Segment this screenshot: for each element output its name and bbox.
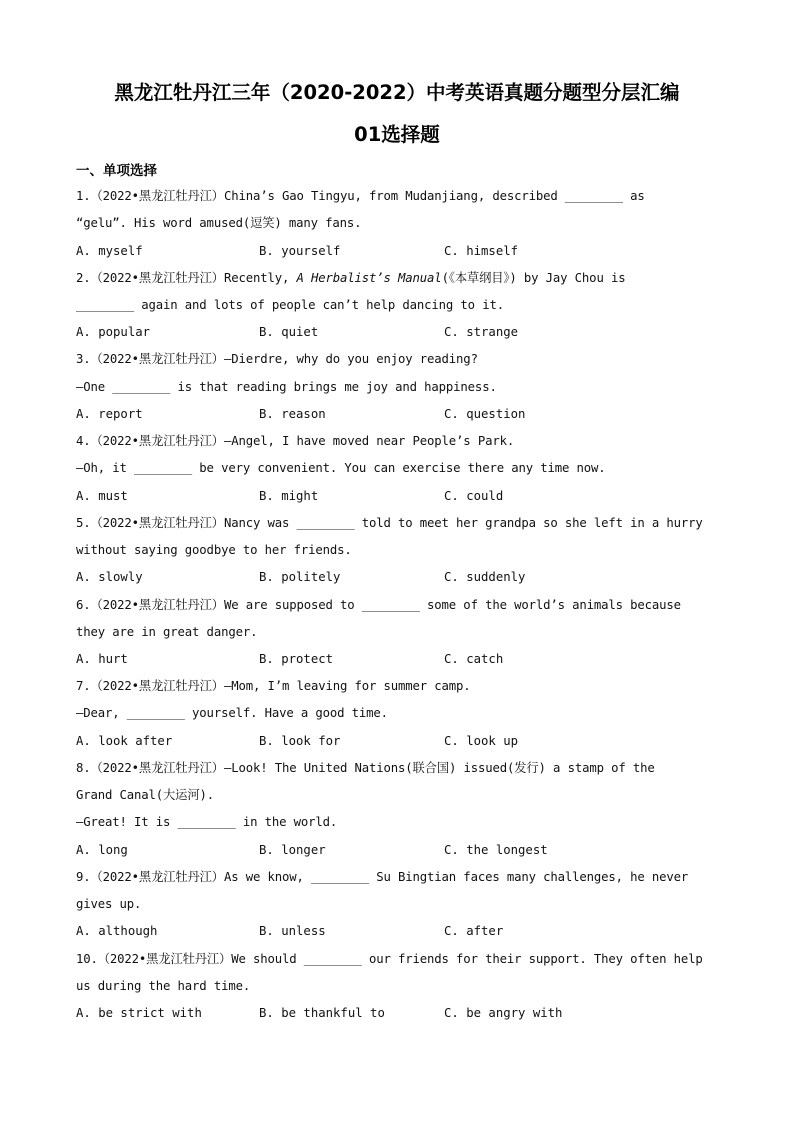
question-10-line-2: us during the hard time. xyxy=(76,979,251,993)
section-heading: 一、单项选择 xyxy=(76,163,157,179)
question-6-line-2: they are in great danger. xyxy=(76,625,258,639)
question-1-line-2: “gelu”. His word amused(逗笑) many fans. xyxy=(76,216,362,230)
question-9-option-c: C. after xyxy=(444,924,504,938)
question-2-option-c: C. strange xyxy=(444,325,519,339)
question-3-line-2: —One ________ is that reading brings me joy and happiness. xyxy=(76,380,497,394)
question-10-option-c: C. be angry with xyxy=(444,1006,563,1020)
question-6-option-c: C. catch xyxy=(444,652,504,666)
question-7-option-b: B. look for xyxy=(259,734,341,748)
document-subtitle: 01选择题 xyxy=(354,123,440,146)
question-5-line-1: 5.（2022•黑龙江牡丹江）Nancy was ________ told to meet her grandpa so she left in a hurry xyxy=(76,516,703,530)
question-8-line-2: Grand Canal(大运河). xyxy=(76,788,214,802)
question-4-option-b: B. might xyxy=(259,489,319,503)
question-2-suffix: (《本草纲目》) by Jay Chou is xyxy=(441,271,626,285)
question-8-line-3: —Great! It is ________ in the world. xyxy=(76,815,338,829)
question-4-line-2: —Oh, it ________ be very convenient. You can exercise there any time now. xyxy=(76,461,606,475)
question-2-line-1 xyxy=(76,270,625,286)
question-8-line-1: 8.（2022•黑龙江牡丹江）—Look! The United Nations(联合国) issued(发行) a stamp of the xyxy=(76,761,655,775)
question-5-option-b: B. politely xyxy=(259,570,341,584)
question-2-line-2: ________ again and lots of people can’t help dancing to it. xyxy=(76,298,504,312)
question-2-option-a: A. popular xyxy=(76,325,151,339)
question-4-line-1: 4.（2022•黑龙江牡丹江）—Angel, I have moved near People’s Park. xyxy=(76,434,515,448)
question-1-line-1: 1.（2022•黑龙江牡丹江）China’s Gao Tingyu, from Mudanjiang, described ________ as xyxy=(76,189,645,203)
question-8-option-b: B. longer xyxy=(259,843,326,857)
question-3-line-1: 3.（2022•黑龙江牡丹江）—Dierdre, why do you enjoy reading? xyxy=(76,352,478,366)
question-5-option-c: C. suddenly xyxy=(444,570,526,584)
document-title: 黑龙江牡丹江三年（2020-2022）中考英语真题分题型分层汇编 xyxy=(114,81,680,104)
question-9-line-1: 9.（2022•黑龙江牡丹江）As we know, ________ Su Bingtian faces many challenges, he never xyxy=(76,870,689,884)
question-2-song-title: A Herbalist’s Manual xyxy=(296,271,442,285)
question-1-option-a: A. myself xyxy=(76,244,143,258)
question-5-option-a: A. slowly xyxy=(76,570,143,584)
question-7-option-c: C. look up xyxy=(444,734,519,748)
question-6-option-b: B. protect xyxy=(259,652,334,666)
question-6-option-a: A. hurt xyxy=(76,652,128,666)
question-8-option-c: C. the longest xyxy=(444,843,548,857)
question-1-option-b: B. yourself xyxy=(259,244,341,258)
question-7-line-1: 7.（2022•黑龙江牡丹江）—Mom, I’m leaving for summer camp. xyxy=(76,679,471,693)
question-3-option-b: B. reason xyxy=(259,407,326,421)
question-8-option-a: A. long xyxy=(76,843,128,857)
question-7-line-2: —Dear, ________ yourself. Have a good time. xyxy=(76,706,388,720)
question-3-option-c: C. question xyxy=(444,407,526,421)
question-9-option-b: B. unless xyxy=(259,924,326,938)
question-9-line-2: gives up. xyxy=(76,897,142,911)
question-3-option-a: A. report xyxy=(76,407,143,421)
question-10-option-a: A. be strict with xyxy=(76,1006,202,1020)
question-2-prefix: 2.（2022•黑龙江牡丹江）Recently, xyxy=(76,271,297,285)
question-1-option-c: C. himself xyxy=(444,244,519,258)
question-4-option-a: A. must xyxy=(76,489,128,503)
question-4-option-c: C. could xyxy=(444,489,504,503)
question-7-option-a: A. look after xyxy=(76,734,173,748)
question-6-line-1: 6.（2022•黑龙江牡丹江）We are supposed to ________ some of the world’s animals because xyxy=(76,598,681,612)
question-5-line-2: without saying goodbye to her friends. xyxy=(76,543,352,557)
question-2-option-b: B. quiet xyxy=(259,325,319,339)
question-9-option-a: A. although xyxy=(76,924,158,938)
question-10-line-1: 10.（2022•黑龙江牡丹江）We should ________ our friends for their support. They often help xyxy=(76,952,703,966)
question-10-option-b: B. be thankful to xyxy=(259,1006,385,1020)
